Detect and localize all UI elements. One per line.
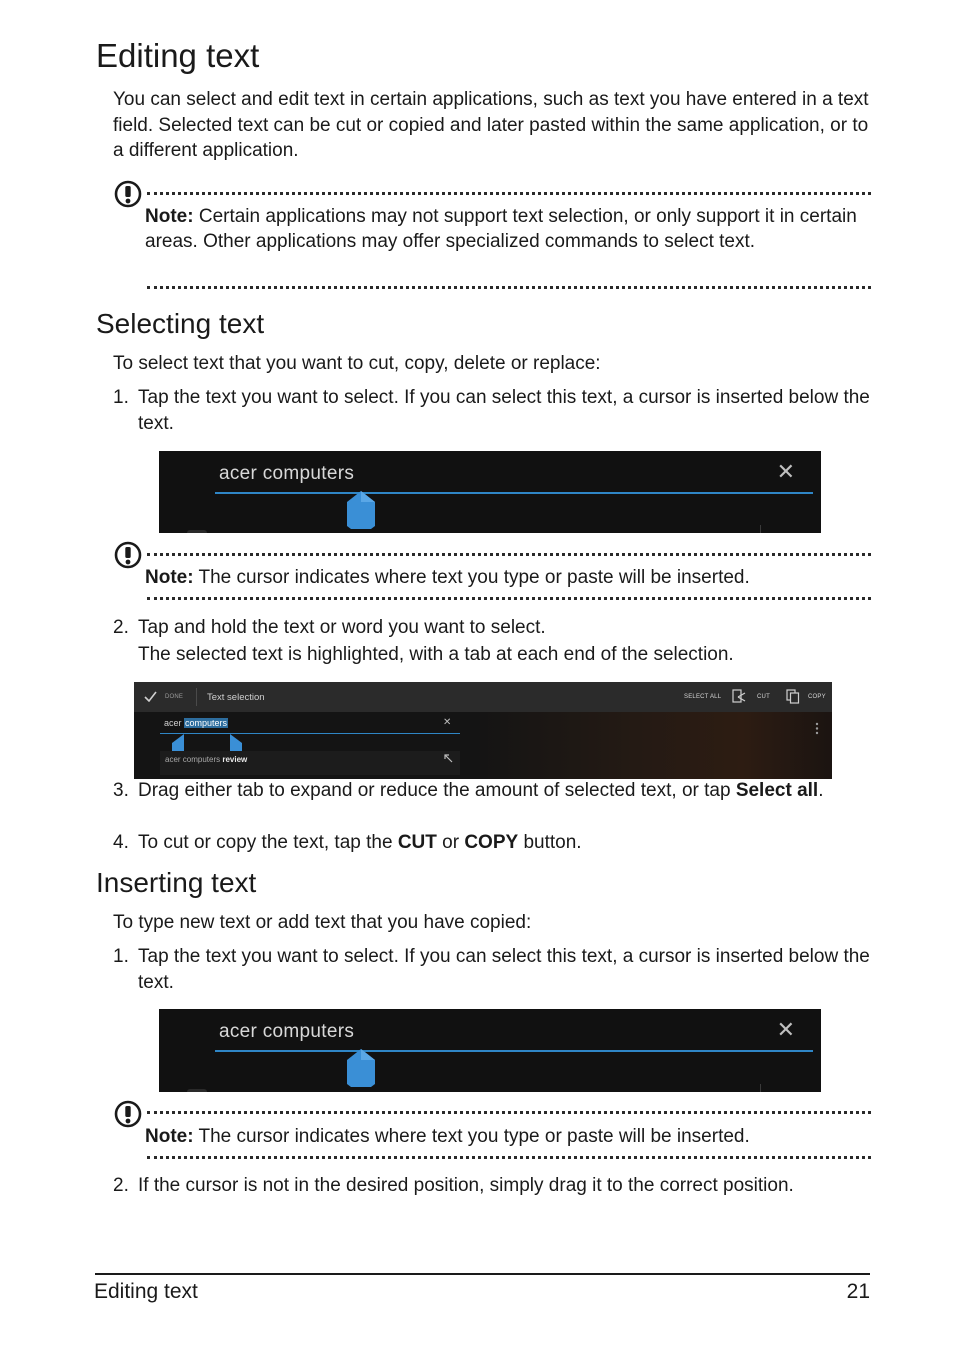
note-divider-bottom xyxy=(147,286,871,289)
note-text: Note: Certain applications may not support text selection, or only support it in certain areas. Other applications may offer specialized commands to select text. xyxy=(145,206,857,252)
cursor-handle-icon[interactable] xyxy=(347,491,375,531)
note-divider-bottom xyxy=(147,1156,871,1159)
section-heading-inserting: Inserting text xyxy=(96,867,257,898)
warning-icon xyxy=(114,540,144,570)
note-divider-top xyxy=(147,1111,871,1114)
selection-end-handle-icon[interactable] xyxy=(230,734,242,751)
note-text: Note: The cursor indicates where text you type or paste will be inserted. xyxy=(145,567,750,588)
done-button[interactable]: DONE xyxy=(165,694,184,700)
field-underline xyxy=(215,492,813,494)
copy-button[interactable]: COPY xyxy=(808,694,826,700)
warning-icon xyxy=(114,179,144,209)
field-underline xyxy=(215,1050,813,1052)
section-intro: To select text that you want to cut, copy, delete or replace: xyxy=(113,353,601,374)
selection-start-handle-icon[interactable] xyxy=(172,734,184,751)
section-heading-selecting: Selecting text xyxy=(96,308,265,339)
intro-paragraph: You can select and edit text in certain applications, such as text you have entered in a text field. Selected text can be cut or copied and later pasted within the same application, or to a different application. xyxy=(113,89,869,161)
screenshot-cursor xyxy=(159,1009,821,1092)
page-number: 21 xyxy=(846,1280,870,1303)
page-title: Editing text xyxy=(96,37,260,74)
decorative-nub xyxy=(187,1089,207,1092)
bar-title: Text selection xyxy=(207,692,265,703)
decorative-tick xyxy=(760,1084,761,1092)
warning-icon xyxy=(114,1099,144,1129)
background-glow xyxy=(474,712,832,779)
overflow-menu-icon[interactable] xyxy=(815,722,819,735)
close-icon[interactable]: ✕ xyxy=(443,717,452,728)
note-divider-top xyxy=(147,553,871,556)
cursor-handle-icon[interactable] xyxy=(347,1049,375,1089)
cut-icon[interactable] xyxy=(732,689,746,704)
close-icon[interactable]: ✕ xyxy=(776,459,795,484)
text-field[interactable]: acer computers xyxy=(164,718,228,728)
decorative-tick xyxy=(760,525,761,533)
screenshot-cursor xyxy=(159,451,821,533)
copy-icon[interactable] xyxy=(786,689,800,704)
footer-title: Editing text xyxy=(94,1280,198,1303)
note-text: Note: The cursor indicates where text you type or paste will be inserted. xyxy=(145,1126,750,1147)
note-divider-bottom xyxy=(147,597,871,600)
selected-text: computers xyxy=(185,718,228,728)
note-divider-top xyxy=(147,192,871,195)
cut-button[interactable]: CUT xyxy=(757,694,770,700)
section-intro: To type new text or add text that you have copied: xyxy=(113,912,532,933)
field-underline xyxy=(160,733,460,734)
suggestion-text[interactable]: acer computers review xyxy=(165,755,248,764)
decorative-nub xyxy=(187,530,207,533)
screenshot-text-selection xyxy=(134,682,832,779)
select-all-button[interactable]: SELECT ALL xyxy=(684,694,722,700)
text-field[interactable]: acer computers xyxy=(219,1021,355,1042)
arrow-up-left-icon[interactable] xyxy=(444,754,453,763)
bar-divider xyxy=(196,688,197,706)
text-field[interactable]: acer computers xyxy=(219,463,355,484)
footer-rule xyxy=(95,1273,870,1275)
checkmark-icon[interactable] xyxy=(144,691,157,702)
close-icon[interactable]: ✕ xyxy=(776,1017,795,1042)
